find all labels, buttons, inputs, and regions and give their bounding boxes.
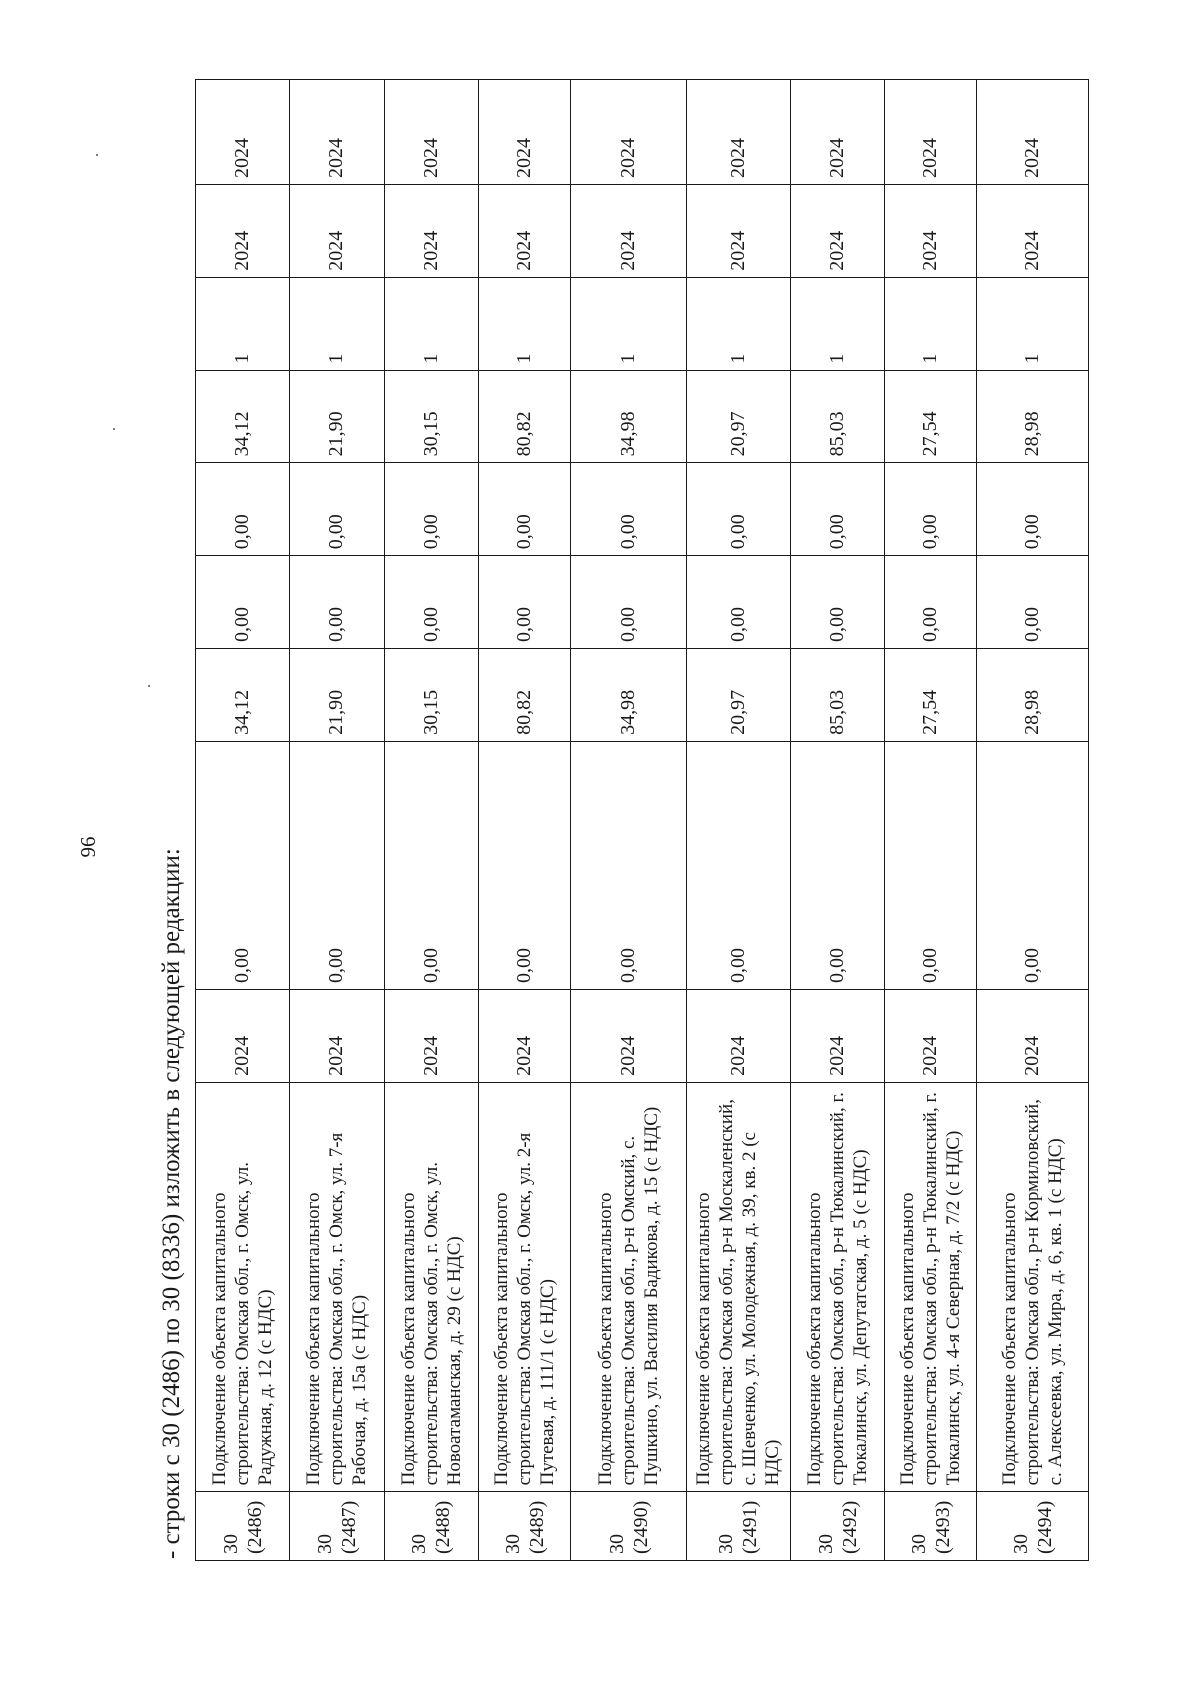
- object-name: Подключение объекта капитального строительства: Омская обл., р-н Омский, с. Пушкино, ул. Василия Бадикова, д. 15 (с НДС): [571, 1082, 687, 1492]
- value-cell: 0,00: [790, 741, 884, 989]
- value-cell: 0,00: [384, 741, 478, 989]
- year-cell: 2024: [977, 80, 1089, 185]
- row-code: [686, 1492, 790, 1561]
- value-cell: 0,00: [686, 463, 790, 556]
- count-cell: 1: [790, 277, 884, 370]
- row-code-sub: (2487): [337, 1500, 360, 1554]
- object-name: Подключение объекта капитального строительства: Омская обл., р-н Кормиловский, с. Алексеевка, ул. Мира, д. 6, кв. 1 (с НДС): [977, 1082, 1089, 1492]
- value-cell: 20,97: [686, 649, 790, 742]
- year-start: 2024: [790, 990, 884, 1083]
- value-cell: 27,54: [885, 370, 977, 463]
- value-cell: 30,15: [384, 370, 478, 463]
- row-code: [196, 1492, 290, 1561]
- year-start: 2024: [290, 990, 384, 1083]
- row-code: [885, 1492, 977, 1561]
- value-cell: 0,00: [384, 463, 478, 556]
- object-name: Подключение объекта капитального строительства: Омская обл., р-н Тюкалинский, г. Тюкалинск, ул. 4-я Северная, д. 7/2 (с НДС): [885, 1082, 977, 1492]
- year-cell: 2024: [571, 80, 687, 185]
- row-code: [977, 1492, 1089, 1561]
- scan-speck: [113, 428, 115, 430]
- value-cell: 0,00: [571, 741, 687, 989]
- object-name: Подключение объекта капитального строительства: Омская обл., г. Омск, ул. 7-я Рабочая, д. 15а (с НДС): [290, 1082, 384, 1492]
- value-cell: 0,00: [196, 556, 290, 649]
- year-cell: 2024: [384, 80, 478, 185]
- value-cell: 27,54: [885, 649, 977, 742]
- count-cell: 1: [384, 277, 478, 370]
- value-cell: 30,15: [384, 649, 478, 742]
- year-cell: 2024: [478, 80, 570, 185]
- value-cell: 0,00: [790, 463, 884, 556]
- year-cell: 2024: [196, 80, 290, 185]
- value-cell: 21,90: [290, 370, 384, 463]
- value-cell: 0,00: [290, 556, 384, 649]
- year-cell: 2024: [196, 184, 290, 277]
- count-cell: 1: [977, 277, 1089, 370]
- year-cell: 2024: [290, 184, 384, 277]
- row-code-number: 30: [907, 1534, 930, 1554]
- scan-speck: [148, 685, 150, 687]
- value-cell: 0,00: [478, 741, 570, 989]
- value-cell: 85,03: [790, 649, 884, 742]
- year-start: 2024: [977, 990, 1089, 1083]
- row-code: [571, 1492, 687, 1561]
- row-code-sub: (2488): [432, 1500, 455, 1554]
- value-cell: 0,00: [977, 556, 1089, 649]
- row-code-number: 30: [1009, 1534, 1032, 1554]
- object-name: Подключение объекта капитального строительства: Омская обл., г. Омск, ул. Радужная, д. 12 (с НДС): [196, 1082, 290, 1492]
- row-code-sub: (2490): [629, 1500, 652, 1554]
- year-cell: 2024: [686, 184, 790, 277]
- object-name: Подключение объекта капитального строительства: Омская обл., г. Омск, ул. 2-я Путевая, д. 111/1 (с НДС): [478, 1082, 570, 1492]
- object-name: Подключение объекта капитального строительства: Омская обл., г. Омск, ул. Новоатаманская, д. 29 (с НДС): [384, 1082, 478, 1492]
- table-row: [384, 80, 478, 1561]
- object-name: Подключение объекта капитального строительства: Омская обл., р-н Тюкалинский, г. Тюкалинск, ул. Депутатская, д. 5 (с НДС): [790, 1082, 884, 1492]
- value-cell: 34,98: [571, 370, 687, 463]
- year-start: 2024: [885, 990, 977, 1083]
- year-cell: 2024: [790, 184, 884, 277]
- year-cell: 2024: [571, 184, 687, 277]
- row-code-number: 30: [408, 1534, 431, 1554]
- value-cell: 0,00: [790, 556, 884, 649]
- table-row: [290, 80, 384, 1561]
- value-cell: 0,00: [571, 556, 687, 649]
- value-cell: 0,00: [571, 463, 687, 556]
- year-cell: 2024: [478, 184, 570, 277]
- investment-table: [195, 79, 1089, 1561]
- table-row: [571, 80, 687, 1561]
- table-body: [196, 80, 1089, 1561]
- year-cell: 2024: [885, 184, 977, 277]
- value-cell: 0,00: [290, 463, 384, 556]
- count-cell: 1: [571, 277, 687, 370]
- value-cell: 0,00: [686, 741, 790, 989]
- value-cell: 20,97: [686, 370, 790, 463]
- object-name: Подключение объекта капитального строительства: Омская обл., р-н Москаленский, с. Шевченко, ул. Молодежная, д. 39, кв. 2 (с НДС): [686, 1082, 790, 1492]
- count-cell: 1: [686, 277, 790, 370]
- row-code-number: 30: [313, 1534, 336, 1554]
- value-cell: 21,90: [290, 649, 384, 742]
- table-row: [478, 80, 570, 1561]
- scan-speck: [96, 154, 98, 156]
- row-code-number: 30: [814, 1534, 837, 1554]
- table-row: [686, 80, 790, 1561]
- row-code-sub: (2491): [739, 1500, 762, 1554]
- table-row: [885, 80, 977, 1561]
- value-cell: 34,12: [196, 649, 290, 742]
- value-cell: 80,82: [478, 370, 570, 463]
- value-cell: 0,00: [686, 556, 790, 649]
- count-cell: 1: [478, 277, 570, 370]
- row-code: [790, 1492, 884, 1561]
- count-cell: 1: [885, 277, 977, 370]
- value-cell: 0,00: [885, 556, 977, 649]
- row-code-number: 30: [501, 1534, 524, 1554]
- value-cell: 0,00: [196, 741, 290, 989]
- value-cell: 34,12: [196, 370, 290, 463]
- year-start: 2024: [686, 990, 790, 1083]
- value-cell: 34,98: [571, 649, 687, 742]
- row-code-sub: (2492): [838, 1500, 861, 1554]
- year-cell: 2024: [790, 80, 884, 185]
- year-start: 2024: [478, 990, 570, 1083]
- row-code-sub: (2489): [525, 1500, 548, 1554]
- value-cell: 28,98: [977, 370, 1089, 463]
- row-code-number: 30: [219, 1534, 242, 1554]
- row-code-sub: (2493): [931, 1500, 954, 1554]
- value-cell: 0,00: [885, 741, 977, 989]
- year-start: 2024: [384, 990, 478, 1083]
- table-row: [977, 80, 1089, 1561]
- row-code: [384, 1492, 478, 1561]
- row-code-number: 30: [605, 1534, 628, 1554]
- year-cell: 2024: [686, 80, 790, 185]
- value-cell: 0,00: [478, 463, 570, 556]
- value-cell: 80,82: [478, 649, 570, 742]
- row-code: [290, 1492, 384, 1561]
- count-cell: 1: [290, 277, 384, 370]
- value-cell: 0,00: [977, 463, 1089, 556]
- value-cell: 85,03: [790, 370, 884, 463]
- value-cell: 0,00: [196, 463, 290, 556]
- year-cell: 2024: [977, 184, 1089, 277]
- row-code-sub: (2486): [243, 1500, 266, 1554]
- intro-text: - строки с 30 (2486) по 30 (8336) изложить в следующей редакции:: [158, 848, 185, 1559]
- value-cell: 0,00: [478, 556, 570, 649]
- value-cell: 0,00: [885, 463, 977, 556]
- value-cell: 0,00: [977, 741, 1089, 989]
- year-start: 2024: [571, 990, 687, 1083]
- row-code: [478, 1492, 570, 1561]
- page-number: 96: [76, 836, 100, 858]
- value-cell: 28,98: [977, 649, 1089, 742]
- year-cell: 2024: [384, 184, 478, 277]
- table-row: [790, 80, 884, 1561]
- value-cell: 0,00: [384, 556, 478, 649]
- year-start: 2024: [196, 990, 290, 1083]
- row-code-sub: (2494): [1033, 1500, 1056, 1554]
- row-code-number: 30: [715, 1534, 738, 1554]
- year-cell: 2024: [290, 80, 384, 185]
- count-cell: 1: [196, 277, 290, 370]
- year-cell: 2024: [885, 80, 977, 185]
- value-cell: 0,00: [290, 741, 384, 989]
- table-row: [196, 80, 290, 1561]
